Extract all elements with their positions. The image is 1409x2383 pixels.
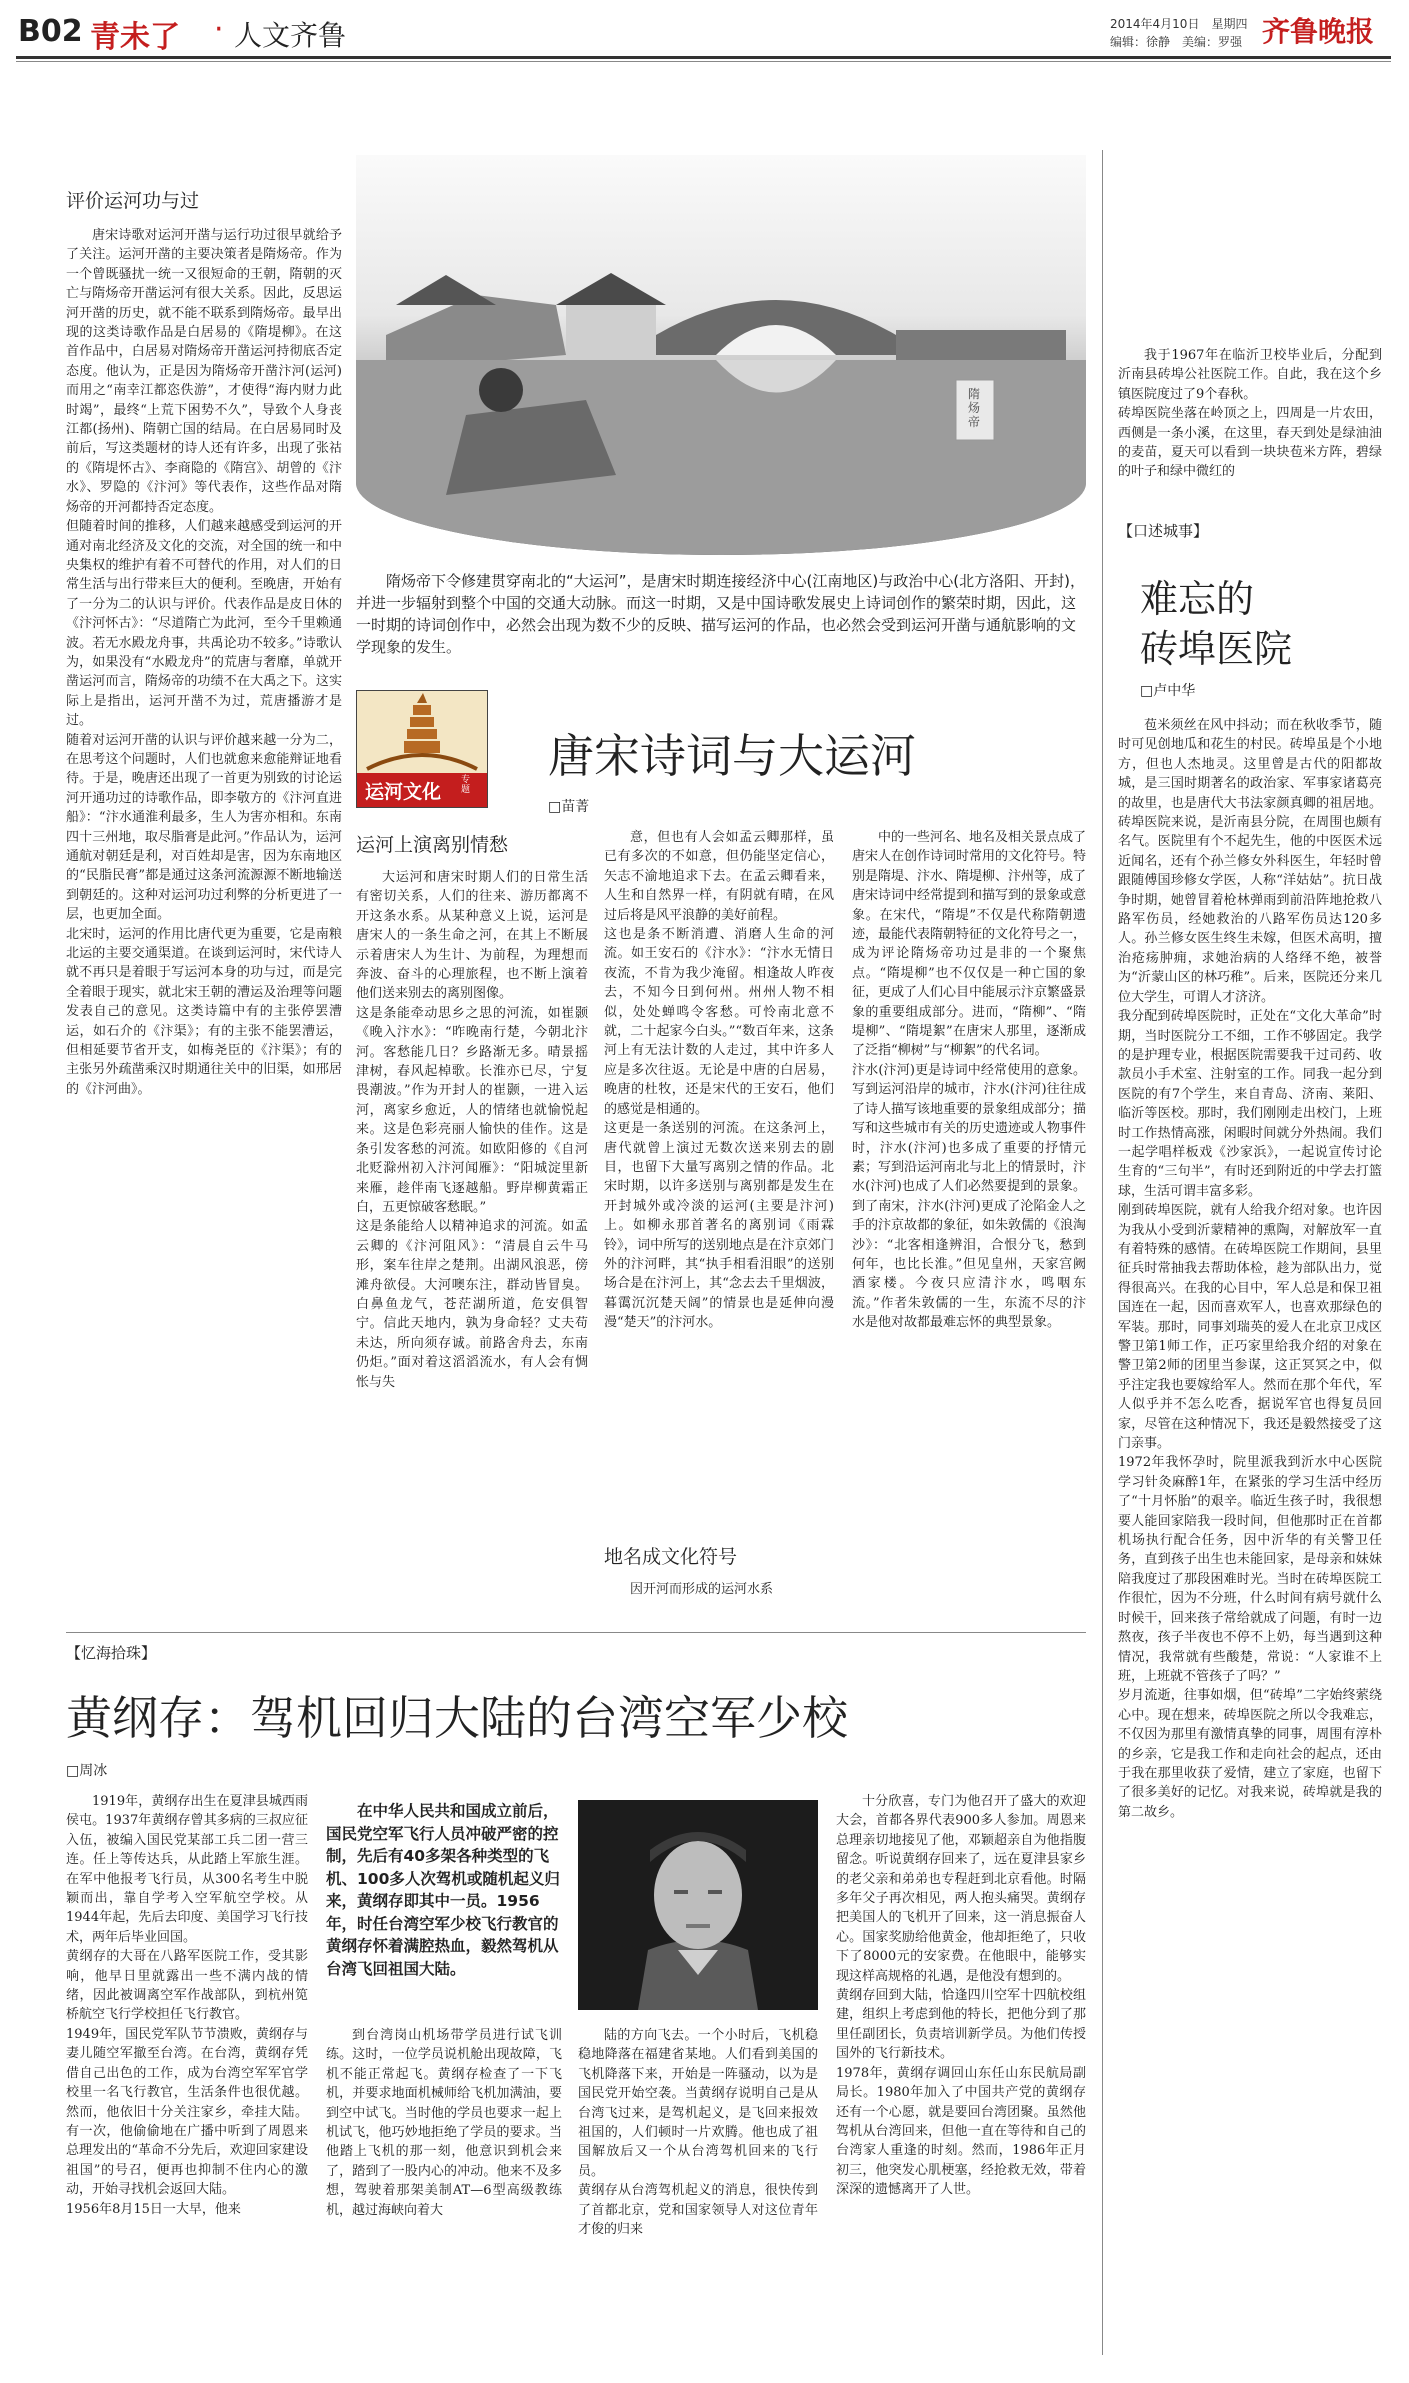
article3-author: 周冰 (79, 1763, 108, 1779)
article1-author: 苗菁 (561, 799, 590, 815)
article3-column-d: 十分欣喜，专门为他召开了盛大的欢迎大会，首都各界代表900多人参加。周恩来总理亲切地接见了他，邓颖超亲自为他指腹留念。听说黄纲存回来了，远在夏津县家乡的老父亲和弟弟也专程赶到北京看他。时隔多年父子再次相见，两人抱头痛哭。黄纲存把美国人的飞机开了回来，这一消息振奋人心。国家奖励给他黄金，他却拒绝了，只收下了8000元的安家费。在他眼中，能够实现这样高规格的礼遇，是他没有想到的。 黄纲存回到大陆，恰逢四川空军十四航校组建，组织上考虑到他的特长，把他分到了那里任副团长，负责培训新学员。为他们传授国外的飞行新技术。 1978年，黄纲存调回山东任山东民航局副局长。1980年加入了中国共产党的黄纲存还有一个心愿，就是要回台湾团聚。虽然他驾机从台湾回来，但他一直在等待和自己的台湾家人重逢的时刻。然而，1986年正月初三，他突发心肌梗塞，经抢救无效，带着深深的遗憾离开了人世。 (836, 1794, 1086, 2198)
article1-column-c: 意，但也有人会如孟云卿那样，虽已有多次的不如意，但仍能坚定信心，矢志不渝地追求下去。在孟云卿看来，人生和自然界一样，有阴就有晴，在风过后将是风平浪静的美好前程。 这也是条不断消遭、消磨人生命的河流。如王安石的《汴水》：“汴水无情日夜流，不肯为我少淹留。相逢故人昨夜去，不知今日到何州。州州人物不相似，处处蝉鸣令客愁。可怜南北意不就，二十起家今白头。”“数百年来，这条河上有无法计数的人走过，其中许多人应是多次往返。无论是中唐的白居易，晚唐的杜牧，还是宋代的王安石，他们的感觉是相通的。 这更是一条送别的河流。在这条河上，唐代就曾上演过无数次送来别去的剧目，也留下大量写离别之情的作品。北宋时期，以许多送别与离别都是发生在开封城外或冷淡的运河(主要是汴河)上。如柳永那首著名的离别词《雨霖铃》，词中所写的送别地点是在汴京郊门外的汴河畔，其“执手相看泪眼”的送别场合是在汴河上，其“念去去千里烟波，暮霭沉沉楚天阔”的情景也是延伸向漫漫“楚天”的汴河水。 (604, 830, 834, 1331)
huang-portrait (578, 1800, 818, 2010)
article1-caption: 隋炀帝下令修建贯穿南北的“大运河”，是唐宋时期连接经济中心(江南地区)与政治中心(北方洛阳、开封)，并进一步辐射到整个中国的交通大动脉。而这一时期，又是中国诗歌发展史上诗词创作的繁荣时期，因此，这一时期的诗词创作中，必然会出现为数不少的反映、描写运河的作品，也必然会受到运河开凿与通航影响的文学现象的发生。 (356, 572, 1085, 656)
subhead-farewell: 运河上演离别情愁 (356, 834, 509, 856)
article3-column-c: 陆的方向飞去。一个小时后，飞机稳稳地降落在福建省某地。人们看到美国的飞机降落下来，开始是一阵骚动，以为是国民党开始空袭。当黄纲存说明自己是从台湾飞过来，是驾机起义，是飞回来报效祖国的，人们顿时一片欢腾。他也成了祖国解放后又一个从台湾驾机回来的飞行员。 黄纲存从台湾驾机起义的消息，很快传到了首都北京，党和国家领导人对这位青年才俊的归来 (578, 2028, 818, 2238)
article1-column-d: 中的一些河名、地名及相关景点成了唐宋人在创作诗词时常用的文化符号。特别是隋堤、汴水、隋堤柳、汴州等，成了唐宋诗词中经常提到和描写到的景象或意象。在宋代，“隋堤”不仅是代称隋朝遗迹，最能代表隋朝特征的文化符号之一，成为评论隋炀帝功过是非的一个聚焦点。“隋堤柳”也不仅仅是一种亡国的象征，更成了人们心目中能展示汴京繁盛景象的重要组成部分。进而，“隋柳”、“隋堤柳”、“隋堤絮”在唐宋人那里，逐渐成了泛指“柳树”与“柳絮”的代名词。 汴水(汴河)更是诗词中经常使用的意象。写到运河沿岸的城市，汴水(汴河)往往成了诗人描写该地重要的景象组成部分；描写和这些城市有关的历史遗迹或人物事件时，汴水(汴河)也多成了重要的抒情元素；写到沿运河南北与北上的情景时，汴水(汴河)也成了人们必然要提到的景象。到了南宋，汴水(汴河)更成了沦陷金人之手的汴京故都的象征，如朱敦儒的《浪淘沙》：“北客相逢辨泪，合恨分飞，愁到何年，也比长淮。”但见皇州，天家宫阙酒家楼。今夜只应清汴水，鸣咽东流。”作者朱敦儒的一生，东流不尽的汴水是他对故都最难忘怀的典型景象。 (852, 830, 1086, 1331)
article2-byline: □卢中华 (1140, 683, 1196, 699)
article1-column-b: 大运河和唐宋时期人们的日常生活有密切关系，人们的往来、游历都离不开这条水系。从某种意义上说，运河是唐宋人的一条生命之河，在其上不断展示着唐宋人为生计、为前程，为理想而奔波、奋斗的心理旅程，也不断上演着他们送来别去的离别图像。 这是条能牵动思乡之思的河流，如崔颢《晚入汴水》：“昨晚南行楚，今朝北汴河。客愁能几日？乡路渐无多。晴景摇津树，春风起棹歌。长淮亦已尽，宁复畏潮波。”作为开封人的崔颢，一进入运河，离家乡愈近，人的情绪也就愉悦起来。这是色彩亮丽人愉快的佳作。这是条引发客愁的河流。如欧阳修的《自河北贬滁州初入汴河闻雁》：“阳城淀里新来雁，趁伴南飞逐越船。野岸柳黄霜正白，五更惊破客愁眠。” 这是条能给人以精神追求的河流。如孟云卿的《汴河阻风》：“清晨自云牛马形，案车往岸之楚荆。出湖风浪恶，傍滩舟欲侵。大河噢东注，群动皆冒臭。白鼻鱼龙气，苍茫湖所道，危安俱智宁。信此天地内，孰为身命轻？丈夫苟未达，所向须存诚。前路舍舟去，东南仍炬。”面对着这滔滔流水，有人会有惆怅与失 (356, 870, 588, 1390)
article1-left-column: 唐宋诗歌对运河开凿与运行功过很早就给予了关注。运河开凿的主要决策者是隋炀帝。作为一个曾既骚扰一统一又很短命的王朝，隋朝的灭亡与隋炀帝开凿运河有很大关系。因此，反思运河开凿的历史，就不能不联系到隋炀帝。最早出现的这类诗歌作品是白居易的《隋堤柳》。在这首作品中，白居易对隋炀帝开凿运河持彻底否定态度。他认为，正是因为隋炀帝开凿汴河(运河)而用之“南幸江都恣佚游”，才使得“海内财力此时竭”，最终“上荒下困势不久”，导致个人身丧江都(扬州)、隋朝亡国的结局。在白居易同时及前后，写这类题材的诗人还有许多，出现了张祜的《隋堤怀古》、李商隐的《隋宫》、胡曾的《汴水》、罗隐的《汴河》等代表作，这些作品对隋炀帝的开河都持否定态度。 但随着时间的推移，人们越来越感受到运河的开通对南北经济及文化的交流，对全国的统一和中央集权的维护有着不可替代的作用，对人们的日常生活与出行带来巨大的便利。至晚唐，开始有了一分为二的认识与评价。代表作品是皮日休的《汴河怀古》：“尽道隋亡为此河，至今千里赖通波。若无水殿龙舟事，共禹论功不较多。”诗歌认为，如果没有“水殿龙舟”的荒唐与奢靡，单就开凿运河而言，隋炀帝的功绩不在大禹之下。这实际上是指出，运河开凿不为过，荒唐播游才是过。 随着对运河开凿的认识与评价越来越一分为二，在思考这个问题时，人们也就愈来愈能辩证地看待。于是，晚唐还出现了一首更为别致的讨论运河开通功过的诗歌作品，即李敬方的《汴河直进船》：“汴水通淮利最多，生人为害亦相和。东南四十三州地，取尽脂膏是此河。”作品认为，运河通航对朝廷是利，对百姓却是害，因为东南地区的“民脂民膏”都是通过这条河流源源不断地输送到朝廷的。这种对运河功过利弊的分析更进了一层，也更加全面。 北宋时，运河的作用比唐代更为重要，它是南粮北运的主要交通渠道。在谈到运河时，宋代诗人就不再只是着眼于写运河本身的功与过，而是完全着眼于现实，就北宋王朝的漕运及治理等问题发表自己的意见。这类诗篇中有的主张停罢漕运，如石介的《汴渠》；有的主张不能罢漕运，但相延要节省开支，如梅尧臣的《汴渠》；有的主张另外疏凿乘汉时期通往关中的旧渠，如邢居的《汴河曲》。 (66, 228, 342, 1097)
subhead-place-names: 地名成文化符号 (604, 1546, 738, 1568)
section-dot: · (214, 12, 224, 47)
canal-culture-badge (356, 690, 488, 808)
portrait-illustration (578, 1800, 818, 2010)
article2-intro: 我于1967年在临沂卫校毕业后，分配到沂南县砖埠公社医院工作。自此，我在这个乡镇医院度过了9个春秋。 砖埠医院坐落在岭顶之上，四周是一片农田，西侧是一条小溪，在这里，春天到处是绿油油的麦苗，夏天可以看到一块块苞米方阵，碧绿的叶子和绿中微红的 (1118, 348, 1382, 480)
article2-title-line1: 难忘的 (1140, 577, 1255, 621)
article3-top-rule (66, 1632, 1086, 1633)
article3-pull-quote: 在中华人民共和国成立前后，国民党空军飞行人员冲破严密的控制，先后有40多架各种类型的飞机、100多人次驾机或随机起义归来，黄纲存即其中一员。1956年，时任台湾空军少校飞行教官的黄纲存怀着满腔热血，毅然驾机从台湾飞回祖国大陆。 (326, 1802, 560, 1978)
paper-logo: 齐鲁晚报 (1262, 15, 1375, 48)
header-rule-thin (16, 61, 1391, 62)
issue-date: 2014年4月10日 星期四 (1110, 17, 1248, 31)
photo-seal: 隋炀帝 (968, 387, 981, 429)
article1-title: 唐宋诗词与大运河 (548, 729, 916, 783)
page-number: B02 (18, 14, 83, 49)
column-divider (1102, 150, 1103, 2355)
article2-author: 卢中华 (1153, 683, 1196, 699)
article3-title: 黄纲存：驾机回归大陆的台湾空军少校 (66, 1691, 848, 1745)
article3-column-b2: 到台湾岗山机场带学员进行试飞训练。这时，一位学员说机舱出现故障，飞机不能正常起飞。黄纲存检查了一下飞机，并要求地面机械师给飞机加满油，要到空中试飞。当时他的学员也要求一起上机试飞，他巧妙地拒绝了学员的要求。当他踏上飞机的那一刻，他意识到机会来了，踏到了一股内心的冲动。他来不及多想，驾驶着那架美制AT—6型高级教练机，越过海峡向着大 (326, 2028, 562, 2218)
article3-byline: □周冰 (66, 1763, 108, 1779)
article2-tag: 【口述城事】 (1118, 522, 1209, 540)
article3-column-a: 1919年，黄纲存出生在夏津县城西雨侯屯。1937年黄纲存曾其多病的三叔应征入伍，被编入国民党某部工兵二团一营三连。任上等传达兵，从此踏上军旅生涯。在军中他报考飞行员，从300名考生中脱颖而出，靠自学考入空军航空学校。从1944年起，先后去印度、美国学习飞行技术，两年后毕业回国。 黄纲存的大哥在八路军医院工作，受其影响，他早日里就露出一些不满内战的情绪，因此被调离空军作战部队，到杭州笕桥航空飞行学校担任飞行教官。 1949年，国民党军队节节溃败，黄纲存与妻儿随空军撤至台湾。在台湾，黄纲存凭借自己出色的工作，成为台湾空军军官学校里一名飞行教官，生活条件也很优越。然而，他依旧十分关注家乡，牵挂大陆。有一次，他偷偷地在广播中听到了周恩来总理发出的“革命不分先后，欢迎回家建设祖国”的号召，便再也抑制不住内心的激动，开始寻找机会返回大陆。 1956年8月15日一大早，他来 (66, 1794, 308, 2217)
canal-photo (356, 155, 1086, 555)
canal-bridge-illustration (356, 155, 1086, 555)
article2-title-line2: 砖埠医院 (1140, 627, 1293, 671)
article3-tag: 【忆海拾珠】 (66, 1644, 157, 1662)
badge-small: 专题 (461, 775, 471, 795)
header-rule (16, 56, 1391, 59)
editors: 编辑：徐静 美编：罗强 (1110, 35, 1243, 49)
section-name: 青未了 (90, 20, 180, 55)
article1-column-c-end: 因开河而形成的运河水系 (630, 1582, 774, 1597)
article1-byline: □苗菁 (548, 799, 590, 815)
badge-label: 运河文化 (365, 781, 442, 803)
subhead-evaluate: 评价运河功与过 (66, 190, 200, 212)
subsection-name: 人文齐鲁 (234, 19, 347, 52)
article2-body: 苞米须丝在风中抖动；而在秋收季节，随时可见创地瓜和花生的村民。砖埠虽是个小地方，但也人杰地灵。这里曾是古代的阳都故城，是三国时期著名的政治家、军事家诸葛亮的故里，也是唐代大书法家颜真卿的祖居地。砖埠医院来说，是沂南县分院，在周围也颇有名气。医院里有个不起先生，他的中医医术远近闻名，还有个孙兰修女外科医生，年轻时曾跟随傅国珍修女学医，人称“洋姑姑”。抗日战争时期，她曾冒着枪林弹雨到前沿阵地抢救八路军伤员，经她救治的八路军伤员达120多人。孙兰修女医生终生未嫁，但医术高明，擅治疮疡肿痈，求她治病的人络绎不绝，被誉为“沂蒙山区的林巧稚”。后来，医院还分来几位大学生，可谓人才济济。 我分配到砖埠医院时，正处在“文化大革命”时期，当时医院分工不细，工作不够固定。我学的是护理专业，根据医院需要我干过司药、收款员小手术室、注射室的工作。同我一起分到医院的有7个学生，来自青岛、济南、莱阳、临沂等医校。那时，我们刚刚走出校门，上班时工作热情高涨，闲暇时间就分外热闹。我们一起学唱样板戏《沙家浜》，一起说宣传讨论生育的“三句半”，有时还到附近的中学去打篮球，生活可谓丰富多彩。 刚到砖埠医院，就有人给我介绍对象。也许因为我从小受到沂蒙精神的熏陶，对解放军一直有着特殊的感情。在砖埠医院工作期间，县里征兵时常抽我去帮助体检，趁为部队出力，觉得很高兴。在我的心目中，军人总是和保卫祖国连在一起，因而喜欢军人，也喜欢那绿色的军装。那时，同事刘瑞英的爱人在北京卫戍区警卫第1师工作，正巧家里给我介绍的对象在警卫第2师的团里当参谋，这正冥冥之中，似乎注定我也要嫁给军人。然而在那个年代，军人似乎并不怎么吃香，据说军官也得复员回家，尽管在这种情况下，我还是毅然接受了这门亲事。 1972年我怀孕时，院里派我到沂水中心医院学习针灸麻醉1年，在紧张的学习生活中经历了“十月怀胎”的艰辛。临近生孩子时，我很想要人能回家陪我一段时间，但他那时正在首都机场执行配合任务，因中沂华的有关警卫任务，直到孩子出生也未能回家，是母亲和妹妹陪我度过了那段困难时光。当时在砖埠医院工作很忙，因为不分班，什么时间有病号就什么时候干，回来孩子常给就成了问题，有时一边熬夜，孩子半夜也不停不上奶，每当遇到这种情况，我常就有些酸楚，常说：“人家谁不上班，上班就不管孩子了吗？” 岁月流逝，往事如烟，但“砖埠”二字始终萦绕心中。现在想来，砖埠医院之所以令我难忘，不仅因为那里有激情真挚的同事，周围有淳朴的乡亲，它是我工作和走向社会的起点，还由于我在那里收获了爱情，建立了家庭，也留下了很多美好的记忆。对我来说，砖埠就是我的第二故乡。 (1118, 718, 1382, 1820)
